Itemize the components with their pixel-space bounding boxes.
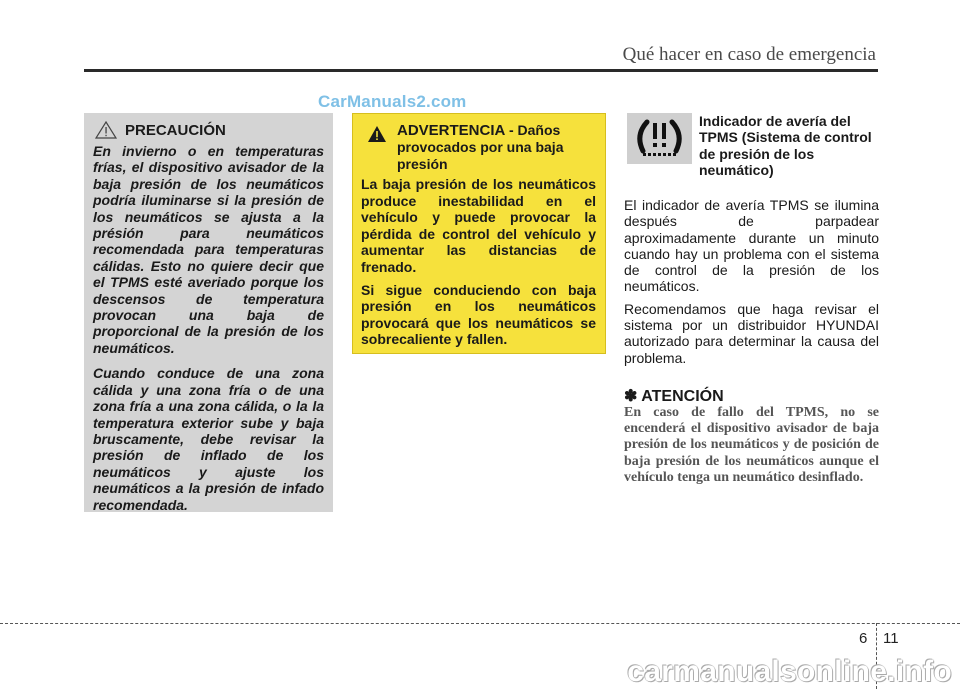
caution-header [93,121,324,139]
warning-paragraph-1: La baja presión de los neumáticos produce inestabilidad en el vehículo y puede provocar la pérdida de control del vehículo y aumentar las distancias de frenado. [361,176,596,275]
caution-title: PRECAUCIÓN [125,121,226,139]
warning-header [361,122,596,173]
caution-paragraph-1: En invierno o en temperaturas frías, el dispositivo avisador de la baja presión de los neumáticos podría iluminarse si la presión de los neumáticos se ajusta a la présión para neumáticos recomendada para temperaturas cálidas. Esto no quiere decir que el TPMS esté averiado porque los descensos de temperatura provocan una baja de proporcional de la presión de los neumáticos. [93,143,324,356]
footer-rule [0,623,960,624]
atencion-text: En caso de fallo del TPMS, no se encenderá el dispositivo avisador de baja presión de los neumáticos y de posición de baja presión de los neumáticos aunque el vehículo tenga un neumático desinflado. [624,405,879,485]
watermark-bottom[interactable]: carmanualsonline.info [627,655,952,688]
warning-box [352,113,606,354]
warning-title-main: ADVERTENCIA [397,122,505,139]
section-title: Qué hacer en caso de emergencia [622,44,876,65]
tpms-heading: Indicador de avería del TPMS (Sistema de control de presión de los neumático) [699,113,872,179]
warning-paragraph-2: Si sigue conduciendo con baja presión en los neumáticos provocará que los neumáticos se sobrecaliente y fallen. [361,281,596,348]
chapter-number: 6 [859,630,868,647]
tpms-paragraph-2: Recomendamos que haga revisar el sistema por un distribuidor HYUNDAI autorizado para determinar la causa del problema. [624,300,879,366]
header-rule [84,69,878,72]
atencion-title: ATENCIÓN [641,388,724,405]
asterisk-icon: ✽ [624,388,638,405]
tpms-paragraph-1: El indicador de avería TPMS se ilumina después de parpadear aproximadamente durante un minuto cuando hay un problema con el sistema de control de la presión de los neumáticos. [624,197,879,295]
caution-paragraph-2: Cuando conduce de una zona cálida y una zona fría o de una zona fría a una zona cálida, o la la temperatura exterior sube y baja bruscamente, debe revisar la presión de inflado de los neumáticos y ajuste los neumáticos a la presión de infado recomendada. [93,365,324,513]
tpms-description [624,197,879,372]
warning-title [397,122,596,173]
tpms-malfunction-icon [627,113,692,164]
caution-box [84,113,333,512]
warning-subtitle: - Daños provocados por una baja presión [397,122,564,172]
watermark-top[interactable]: CarManuals2.com [318,92,467,111]
page-number: 11 [883,630,899,647]
atencion-heading [624,386,724,406]
warning-triangle-outline-icon [95,121,117,139]
warning-triangle-filled-icon [367,125,387,143]
